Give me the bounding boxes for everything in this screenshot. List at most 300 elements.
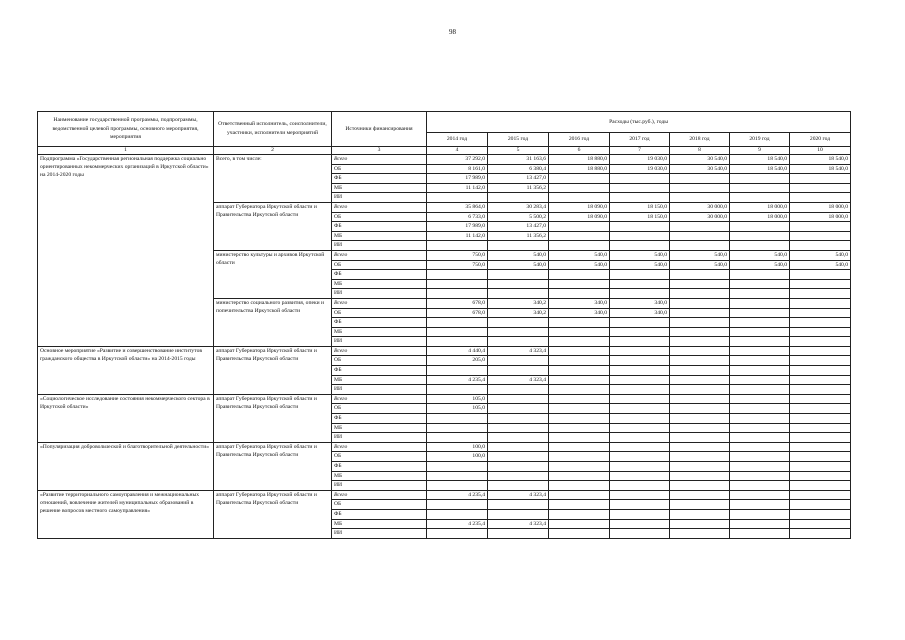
funding-source: ИИ (332, 529, 427, 539)
expense-value (730, 231, 790, 241)
expense-value (488, 394, 549, 404)
expense-value (730, 433, 790, 443)
column-number: 4 (427, 147, 488, 155)
funding-source: МБ (332, 327, 427, 337)
expense-value (670, 241, 730, 251)
expense-value (790, 318, 851, 328)
expense-value (427, 423, 488, 433)
expense-value (730, 423, 790, 433)
expense-value: 4 235,4 (427, 375, 488, 385)
expense-value: 18 540,0 (730, 155, 790, 165)
expense-value (427, 529, 488, 539)
expense-value (610, 270, 670, 280)
executor-name: аппарат Губернатора Иркутской области и Правительства Иркутской области (214, 490, 332, 538)
expense-value (610, 193, 670, 203)
column-number: 9 (730, 147, 790, 155)
expense-value (670, 394, 730, 404)
expense-value (610, 404, 670, 414)
expense-value (670, 481, 730, 491)
column-number: 1 (38, 147, 214, 155)
expense-value (488, 442, 549, 452)
expense-value (427, 318, 488, 328)
expense-value (549, 442, 610, 452)
expense-value: 6 380,4 (488, 164, 549, 174)
expense-value: 340,0 (610, 298, 670, 308)
executor-name: аппарат Губернатора Иркутской области и Правительства Иркутской области (214, 346, 332, 394)
expense-value (427, 471, 488, 481)
expense-value (670, 279, 730, 289)
column-number: 2 (214, 147, 332, 155)
expense-value (670, 222, 730, 232)
expense-value (790, 394, 851, 404)
table-header (38, 112, 851, 155)
expense-value: 100,0 (427, 452, 488, 462)
expense-value (549, 366, 610, 376)
page-number: 98 (449, 28, 456, 36)
expense-value (488, 270, 549, 280)
expense-value (488, 433, 549, 443)
expense-value (730, 356, 790, 366)
expense-value (670, 270, 730, 280)
expense-value: 750,0 (427, 250, 488, 260)
expense-value (670, 375, 730, 385)
expense-value (730, 183, 790, 193)
expense-value (427, 500, 488, 510)
expense-value (427, 414, 488, 424)
expense-value (730, 366, 790, 376)
expense-value (488, 500, 549, 510)
expense-value (730, 222, 790, 232)
expense-value (427, 433, 488, 443)
expense-value (670, 404, 730, 414)
expense-value: 4 323,4 (488, 346, 549, 356)
expense-value: 540,0 (730, 260, 790, 270)
funding-source: ИИ (332, 337, 427, 347)
expense-value (610, 222, 670, 232)
expense-value (427, 327, 488, 337)
expense-value (549, 394, 610, 404)
funding-source: Всего (332, 298, 427, 308)
funding-source: ФБ (332, 318, 427, 328)
expense-value (790, 414, 851, 424)
funding-source: Всего (332, 250, 427, 260)
expense-value (488, 481, 549, 491)
expense-value (730, 481, 790, 491)
expense-value (730, 385, 790, 395)
funding-source: ОБ (332, 500, 427, 510)
expense-value: 4 235,4 (427, 490, 488, 500)
expense-value (790, 356, 851, 366)
expense-value: 37 292,0 (427, 155, 488, 165)
funding-source: МБ (332, 279, 427, 289)
expense-value (670, 509, 730, 519)
expense-value: 105,0 (427, 404, 488, 414)
expense-value (670, 174, 730, 184)
executor-name: министерство культуры и архивов Иркутской области (214, 250, 332, 298)
expense-value (549, 337, 610, 347)
expense-value (790, 346, 851, 356)
expense-value (488, 471, 549, 481)
expense-value (730, 500, 790, 510)
expense-value: 30 283,4 (488, 202, 549, 212)
expense-value (427, 462, 488, 472)
expense-value (790, 222, 851, 232)
expense-value (730, 375, 790, 385)
expense-value (730, 414, 790, 424)
funding-source: ОБ (332, 164, 427, 174)
expense-value (790, 385, 851, 395)
table-row (38, 346, 851, 356)
funding-source: ФБ (332, 462, 427, 472)
expense-value (427, 279, 488, 289)
expense-value (790, 298, 851, 308)
expense-value (549, 327, 610, 337)
expense-value (670, 193, 730, 203)
expense-value: 4 323,4 (488, 490, 549, 500)
funding-source: МБ (332, 471, 427, 481)
expense-value (488, 414, 549, 424)
expense-value: 18 090,0 (549, 212, 610, 222)
expense-value (488, 193, 549, 203)
expense-value: 11 142,0 (427, 183, 488, 193)
expense-value (488, 366, 549, 376)
expense-value (610, 471, 670, 481)
expense-value (427, 366, 488, 376)
expense-value: 750,0 (427, 260, 488, 270)
funding-source: ОБ (332, 404, 427, 414)
expense-value (549, 481, 610, 491)
expense-value: 340,2 (488, 298, 549, 308)
expenses-table (37, 111, 851, 539)
expense-value (610, 529, 670, 539)
expense-value (790, 500, 851, 510)
expense-value (610, 366, 670, 376)
expense-value (730, 442, 790, 452)
expense-value (610, 481, 670, 491)
expense-value (730, 452, 790, 462)
expense-value (610, 346, 670, 356)
expense-value (549, 279, 610, 289)
expense-value (549, 270, 610, 280)
expense-value (790, 183, 851, 193)
expense-value (549, 452, 610, 462)
expense-value (790, 327, 851, 337)
expense-value (427, 385, 488, 395)
expense-value (730, 298, 790, 308)
expense-value: 18 150,0 (610, 212, 670, 222)
expense-value: 17 989,0 (427, 222, 488, 232)
header-name: Наименование государственной программы, подпрограммы, ведомственной целевой программы, основного мероприятия, мероприятия (38, 112, 214, 147)
expense-value (610, 394, 670, 404)
funding-source: ФБ (332, 174, 427, 184)
funding-source: МБ (332, 375, 427, 385)
expense-value (549, 222, 610, 232)
funding-source: Всего (332, 346, 427, 356)
program-name: Основное мероприятие «Развитие и совершенствование институтов гражданского общества в Иркутской области» на 2014-2015 годы (38, 346, 214, 394)
expense-value: 18 540,0 (790, 155, 851, 165)
expense-value: 540,0 (670, 250, 730, 260)
expense-value (730, 519, 790, 529)
expense-value (670, 414, 730, 424)
expense-value: 205,0 (427, 356, 488, 366)
expense-value (549, 404, 610, 414)
expense-value (610, 385, 670, 395)
expense-value (549, 414, 610, 424)
expense-value: 30 000,0 (670, 212, 730, 222)
expense-value: 13 427,0 (488, 174, 549, 184)
funding-source: МБ (332, 423, 427, 433)
expense-value: 18 540,0 (730, 164, 790, 174)
expense-value: 18 540,0 (790, 164, 851, 174)
expense-value (670, 356, 730, 366)
expense-value (549, 289, 610, 299)
expense-value (730, 308, 790, 318)
expense-value (670, 490, 730, 500)
header-source: Источники финансирования (332, 112, 427, 147)
expense-value: 540,0 (730, 250, 790, 260)
expense-value: 678,0 (427, 308, 488, 318)
funding-source: МБ (332, 231, 427, 241)
expense-value (427, 289, 488, 299)
expense-value (790, 366, 851, 376)
program-name: «Социологическое исследование состояния некоммерческого сектора в Иркутской области» (38, 394, 214, 442)
column-number: 6 (549, 147, 610, 155)
expense-value: 11 142,0 (427, 231, 488, 241)
expense-value (488, 241, 549, 251)
expense-value: 18 880,0 (549, 164, 610, 174)
expense-value (730, 174, 790, 184)
table-body (38, 155, 851, 539)
column-number: 8 (670, 147, 730, 155)
expense-value (610, 519, 670, 529)
expense-value (610, 327, 670, 337)
expense-value: 8 161,0 (427, 164, 488, 174)
expense-value (670, 529, 730, 539)
expense-value (427, 481, 488, 491)
expense-value (790, 337, 851, 347)
expense-value (730, 193, 790, 203)
expense-value (488, 529, 549, 539)
expense-value (790, 423, 851, 433)
expense-value (790, 289, 851, 299)
expense-value (610, 462, 670, 472)
expense-value: 18 000,0 (790, 202, 851, 212)
expense-value: 540,0 (670, 260, 730, 270)
expense-value (730, 279, 790, 289)
expense-value (488, 337, 549, 347)
expense-value (730, 490, 790, 500)
expense-value: 540,0 (549, 250, 610, 260)
expense-value (790, 404, 851, 414)
executor-name: министерство социального развития, опеки и попечительства Иркутской области (214, 298, 332, 346)
expense-value (730, 289, 790, 299)
executor-name: аппарат Губернатора Иркутской области и Правительства Иркутской области (214, 394, 332, 442)
header-year: 2016 год (549, 133, 610, 147)
program-name: «Популяризация добровольческой и благотворительной деятельности» (38, 442, 214, 490)
expense-value (488, 289, 549, 299)
expense-value (790, 490, 851, 500)
funding-source: Всего (332, 202, 427, 212)
expense-value: 35 864,0 (427, 202, 488, 212)
header-year: 2014 год (427, 133, 488, 147)
expense-value: 18 000,0 (790, 212, 851, 222)
expense-value (610, 241, 670, 251)
expense-value: 340,2 (488, 308, 549, 318)
funding-source: ОБ (332, 356, 427, 366)
expense-value: 540,0 (549, 260, 610, 270)
expense-value (549, 174, 610, 184)
header-expenses: Расходы (тыс.руб.), годы (427, 112, 851, 133)
expense-value (670, 452, 730, 462)
expense-value (610, 289, 670, 299)
funding-source: ФБ (332, 509, 427, 519)
expense-value (549, 519, 610, 529)
funding-source: ИИ (332, 433, 427, 443)
expense-value (730, 241, 790, 251)
expense-value (790, 519, 851, 529)
expense-value (610, 337, 670, 347)
expense-value (549, 385, 610, 395)
expense-value (427, 193, 488, 203)
funding-source: МБ (332, 183, 427, 193)
funding-source: ОБ (332, 260, 427, 270)
expense-value (670, 318, 730, 328)
expense-value (610, 183, 670, 193)
expense-value (610, 231, 670, 241)
column-number: 10 (790, 147, 851, 155)
expense-value (610, 433, 670, 443)
expense-value (549, 500, 610, 510)
column-number: 5 (488, 147, 549, 155)
funding-source: ОБ (332, 212, 427, 222)
funding-source: ФБ (332, 222, 427, 232)
table-row (38, 442, 851, 452)
expense-value (790, 174, 851, 184)
expense-value (610, 356, 670, 366)
expense-value (549, 356, 610, 366)
funding-source: ОБ (332, 308, 427, 318)
expense-value: 6 733,0 (427, 212, 488, 222)
funding-source: ИИ (332, 385, 427, 395)
expense-value: 18 000,0 (730, 202, 790, 212)
funding-source: ФБ (332, 414, 427, 424)
expense-value (670, 462, 730, 472)
expense-value (670, 500, 730, 510)
expense-value: 18 090,0 (549, 202, 610, 212)
executor-name: аппарат Губернатора Иркутской области и Правительства Иркутской области (214, 202, 332, 250)
expense-value (610, 414, 670, 424)
funding-source: ИИ (332, 481, 427, 491)
expense-value (488, 318, 549, 328)
expense-value: 4 440,4 (427, 346, 488, 356)
expense-value: 4 235,4 (427, 519, 488, 529)
expense-value (488, 423, 549, 433)
expense-value (549, 241, 610, 251)
expense-value (549, 509, 610, 519)
expense-value (610, 423, 670, 433)
expense-value: 18 880,0 (549, 155, 610, 165)
expense-value: 19 030,0 (610, 155, 670, 165)
funding-source: Всего (332, 155, 427, 165)
expense-value: 30 000,0 (670, 202, 730, 212)
executor-name: аппарат Губернатора Иркутской области и Правительства Иркутской области (214, 442, 332, 490)
expense-value (730, 346, 790, 356)
expense-value (427, 270, 488, 280)
expense-value (427, 337, 488, 347)
expense-value (730, 529, 790, 539)
program-name: «Развитие территориального самоуправления и межнациональных отношений, вовлечение жителей муниципальных образований в решение вопросов местного самоуправления» (38, 490, 214, 538)
expense-value (670, 289, 730, 299)
expense-value (610, 490, 670, 500)
expense-value (670, 231, 730, 241)
expense-value: 4 323,4 (488, 519, 549, 529)
expense-value (549, 318, 610, 328)
expense-value (790, 193, 851, 203)
expense-value: 11 356,2 (488, 231, 549, 241)
expense-value: 31 163,6 (488, 155, 549, 165)
expense-value: 30 540,0 (670, 164, 730, 174)
expense-value (610, 174, 670, 184)
expense-value: 678,0 (427, 298, 488, 308)
expense-value (670, 346, 730, 356)
expense-value (670, 337, 730, 347)
expense-value: 540,0 (610, 260, 670, 270)
expense-value (488, 509, 549, 519)
expense-value (790, 433, 851, 443)
expense-value (790, 279, 851, 289)
expense-value: 540,0 (790, 260, 851, 270)
expense-value: 30 540,0 (670, 155, 730, 165)
funding-source: Всего (332, 490, 427, 500)
expense-value (610, 375, 670, 385)
expense-value (790, 509, 851, 519)
expense-value (610, 500, 670, 510)
expense-value (670, 385, 730, 395)
program-name: Подпрограмма «Государственная региональная поддержка социально ориентированных некоммерческих организаций в Иркутской области» на 2014-2020 годы (38, 155, 214, 347)
expense-value: 13 427,0 (488, 222, 549, 232)
expense-value (790, 481, 851, 491)
expense-value (549, 183, 610, 193)
expense-value (670, 327, 730, 337)
expense-value (730, 471, 790, 481)
expense-value: 540,0 (488, 260, 549, 270)
funding-source: ИИ (332, 289, 427, 299)
expense-value (488, 462, 549, 472)
expense-value: 540,0 (790, 250, 851, 260)
funding-source: ИИ (332, 193, 427, 203)
expense-value (730, 270, 790, 280)
expense-value (549, 193, 610, 203)
funding-source: ОБ (332, 452, 427, 462)
expense-value (549, 529, 610, 539)
executor-name: Всего, в том числе: (214, 155, 332, 203)
expense-value (790, 231, 851, 241)
expense-value (670, 366, 730, 376)
expense-value: 5 500,2 (488, 212, 549, 222)
header-year: 2017 год (610, 133, 670, 147)
expense-value (730, 337, 790, 347)
column-number: 7 (610, 147, 670, 155)
expense-value: 4 323,4 (488, 375, 549, 385)
expense-value (549, 346, 610, 356)
funding-source: ФБ (332, 270, 427, 280)
expense-value (730, 327, 790, 337)
header-year: 2018 год (670, 133, 730, 147)
header-executor: Ответственный исполнитель, соисполнители, участники, исполнители мероприятий (214, 112, 332, 147)
expense-value (670, 519, 730, 529)
expense-value (670, 308, 730, 318)
expense-value (488, 356, 549, 366)
